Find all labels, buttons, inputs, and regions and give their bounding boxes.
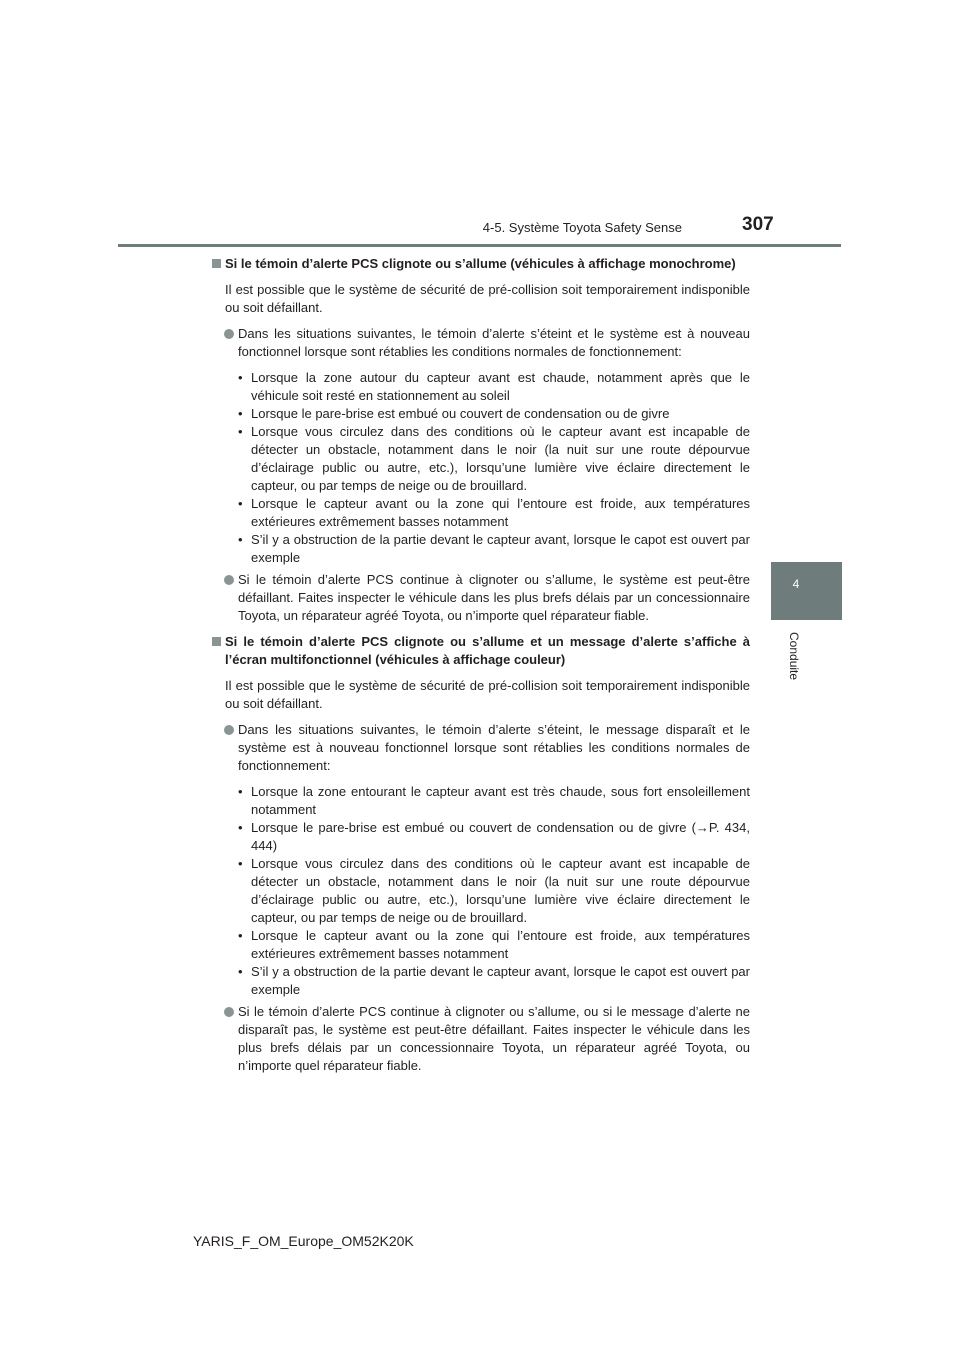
chapter-tab — [771, 562, 842, 620]
circle-bullet-icon — [224, 575, 234, 585]
bullet-item — [210, 571, 750, 625]
section-intro: Il est possible que le système de sécurité de pré-collision soit temporairement indisponible ou soit défaillant. — [225, 282, 750, 315]
list-item: • S’il y a obstruction de la partie devant le capteur avant, lorsque le capot est ouvert par exemple — [238, 532, 750, 565]
condition-list — [210, 783, 750, 999]
bullet-text: Si le témoin d’alerte PCS continue à clignoter ou s’allume, ou si le message d’alerte ne disparaît pas, le système est peut-être défaillant. Faites inspecter le véhicule dans les plus brefs délais par un concessionnaire Toyota, un réparateur agréé Toyota, ou n’importe quel réparateur fiable. — [238, 1004, 750, 1073]
page-content — [210, 255, 750, 1083]
square-bullet-icon — [212, 259, 221, 268]
section-heading — [210, 255, 750, 273]
list-item: • S’il y a obstruction de la partie devant le capteur avant, lorsque le capot est ouvert par exemple — [238, 964, 750, 997]
bullet-item — [210, 325, 750, 361]
section-heading-text: Si le témoin d’alerte PCS clignote ou s’allume et un message d’alerte s’affiche à l’écran multifonctionnel (véhicules à affichage couleur) — [225, 634, 750, 667]
list-item: • Lorsque la zone entourant le capteur avant est très chaude, sous fort ensoleillement notamment — [238, 784, 750, 817]
running-header-section: 4-5. Système Toyota Safety Sense — [482, 220, 682, 235]
chapter-tab-number: 4 — [792, 577, 800, 591]
list-item: • Lorsque la zone autour du capteur avant est chaude, notamment après que le véhicule soit resté en stationnement au soleil — [238, 370, 750, 403]
list-item: • Lorsque vous circulez dans des conditions où le capteur avant est incapable de détecter un obstacle, notamment dans le noir (la nuit sur une route dépourvue d’éclairage public ou autre, etc.), lorsqu’une lumière vive éclaire directement le capteur, ou par temps de neige ou de brouillard. — [238, 856, 750, 925]
bullet-text: Dans les situations suivantes, le témoin d’alerte s’éteint, le message disparaît et le système est à nouveau fonctionnel lorsque sont rétablies les conditions normales de fonctionnement: — [238, 722, 750, 773]
bullet-text: Si le témoin d’alerte PCS continue à clignoter ou s’allume, le système est peut-être défaillant. Faites inspecter le véhicule dans les plus brefs délais par un concessionnaire Toyota, un réparateur agréé Toyota, ou n’importe quel réparateur fiable. — [238, 572, 750, 623]
header-rule — [118, 244, 841, 247]
bullet-text: Dans les situations suivantes, le témoin d’alerte s’éteint et le système est à nouveau fonctionnel lorsque sont rétablies les conditions normales de fonctionnement: — [238, 326, 750, 359]
list-item: • Lorsque le pare-brise est embué ou couvert de condensation ou de givre — [238, 406, 670, 421]
square-bullet-icon — [212, 637, 221, 646]
condition-list — [210, 369, 750, 567]
circle-bullet-icon — [224, 1007, 234, 1017]
bullet-item — [210, 721, 750, 775]
section-heading — [210, 633, 750, 669]
section-intro: Il est possible que le système de sécurité de pré-collision soit temporairement indisponible ou soit défaillant. — [225, 678, 750, 711]
circle-bullet-icon — [224, 725, 234, 735]
page-number: 307 — [742, 214, 774, 235]
list-item: • Lorsque le capteur avant ou la zone qui l’entoure est froide, aux températures extérieures extrêmement basses notamment — [238, 928, 750, 961]
section-color-display — [210, 633, 750, 1075]
section-monochrome — [210, 255, 750, 625]
section-heading-text: Si le témoin d’alerte PCS clignote ou s’allume (véhicules à affichage monochrome) — [225, 256, 736, 271]
chapter-tab-label: Conduite — [787, 632, 801, 681]
document-code-footer: YARIS_F_OM_Europe_OM52K20K — [193, 1233, 414, 1249]
bullet-item — [210, 1003, 750, 1075]
list-item: • Lorsque le pare-brise est embué ou couvert de condensation ou de givre (→P. 434, 444) — [238, 820, 750, 853]
list-item: • Lorsque vous circulez dans des conditions où le capteur avant est incapable de détecter un obstacle, notamment dans le noir (la nuit sur une route dépourvue d’éclairage public ou autre, etc.), lorsqu’une lumière vive éclaire directement le capteur, ou par temps de neige ou de brouillard. — [238, 424, 750, 493]
circle-bullet-icon — [224, 329, 234, 339]
list-item: • Lorsque le capteur avant ou la zone qui l’entoure est froide, aux températures extérieures extrêmement basses notamment — [238, 496, 750, 529]
